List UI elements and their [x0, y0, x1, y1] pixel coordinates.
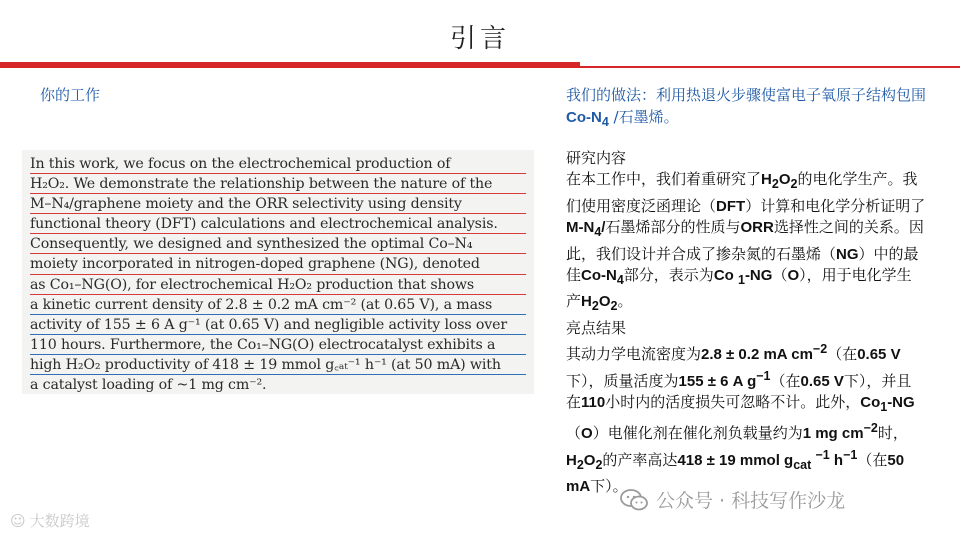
excerpt-line: functional theory (DFT) calculations and electrochemical analysis.: [30, 214, 526, 234]
section-label-highlights: 亮点结果: [566, 318, 627, 337]
excerpt-line: H₂O₂. We demonstrate the relationship between the nature of the: [30, 174, 526, 194]
right-heading-formula: $Co-N_4$: [566, 109, 609, 129]
excerpt-line: M–N₄/graphene moiety and the ORR selectivity using density: [30, 194, 526, 214]
title-divider-bar: [0, 62, 580, 68]
section-label-research: 研究内容: [566, 149, 627, 167]
title-divider-line: [580, 66, 960, 68]
excerpt-line: Consequently, we designed and synthesized the optimal Co–N₄: [30, 234, 526, 254]
excerpt-line: activity of 155 ± 6 A g⁻¹ (at 0.65 V) and negligible activity loss over: [30, 315, 526, 335]
excerpt-line: moiety incorporated in nitrogen-doped graphene (NG), denoted: [30, 254, 526, 274]
slide-title: 引言: [449, 24, 510, 54]
brand-logo-icon: ☺: [10, 511, 26, 530]
excerpt-line: In this work, we focus on the electrochemical production of: [30, 154, 526, 174]
right-heading: [566, 84, 926, 133]
highlights-paragraph: 其动力学电流密度为2.8 ± 0.2 mA $cm^{-2}$（在0.65 V下），质量活度为155 ± 6 A $g^{-1}$（在0.65 V下），并且在110小时内的活度损失可忽略不计。此外，$Co_1-NG(O)$电催化剂在催化剂负载量约为1 mg $cm^{-2}$时，$H_2O_2$的产率高达418 ± 19 mmol $g_{cat}$ $^{-1}$ $h^{-1}$（在50 mA下）。: [566, 342, 915, 496]
right-heading-suffix: /石墨烯。: [608, 108, 679, 126]
excerpt-line: a catalyst loading of ~1 mg cm⁻².: [30, 375, 526, 394]
watermark-right: 公众号 · 科技写作沙龙: [620, 486, 845, 513]
left-heading: 你的工作: [40, 86, 101, 104]
right-body: [566, 148, 926, 498]
excerpt-line: a kinetic current density of 2.8 ± 0.2 mA cm⁻² (at 0.65 V), a mass: [30, 295, 526, 315]
excerpt-line: as Co₁–NG(O), for electrochemical H₂O₂ production that shows: [30, 275, 526, 295]
watermark-left: ☺ 大数跨境: [10, 511, 90, 530]
excerpt-line: 110 hours. Furthermore, the Co₁–NG(O) electrocatalyst exhibits a: [30, 335, 526, 355]
right-heading-text: 我们的做法：利用热退火步骤使富电子氧原子结构包围: [566, 86, 927, 104]
excerpt-line: high H₂O₂ productivity of 418 ± 19 mmol g꜀ₐₜ⁻¹ h⁻¹ (at 50 mA) with: [30, 355, 526, 375]
paper-excerpt-image: [22, 150, 534, 394]
research-paragraph: 在本工作中，我们着重研究了$H_2O_2$的电化学生产。我们使用密度泛函理论（DFT）计算和电化学分析证明了$M-N_4/$石墨烯部分的性质与ORR选择性之间的关系。因此，我们设计并合成了掺杂氮的石墨烯（NG）中的最佳$Co-N_4$部分，表示为Co $_1$-NG（O），用于电化学生产$H_2O_2$。: [566, 170, 926, 314]
wechat-icon: [620, 489, 648, 511]
